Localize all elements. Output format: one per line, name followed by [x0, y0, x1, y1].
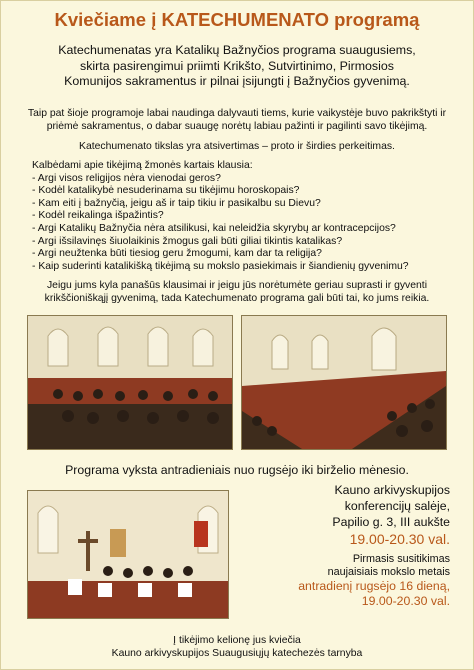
invitation — [20, 635, 454, 660]
location-line: konferencijų salėje, — [344, 499, 450, 513]
page-title: Kviečiame į KATECHUMENATO programą — [54, 9, 420, 30]
question-item: - Kodėl reikalinga išpažintis? — [32, 210, 164, 222]
intro-text — [30, 43, 444, 90]
question-item: - Argi Katalikų Bažnyčia nėra atsilikusi, kai neleidžia skyrybų ar kontracepcijos? — [32, 222, 396, 234]
invitation-organization: Kauno arkivyskupijos Suaugusiųjų katechezės tarnyba — [111, 647, 363, 659]
question-item: - Kodėl katalikybė nesuderinama su tikėjimu horoskopais? — [32, 185, 300, 197]
first-meeting-date: antradienį rugsėjo 16 dieną, — [298, 579, 450, 593]
paragraph-line: priėmė sakramentus, o dabar suaugę norėtų labiau pažinti ir pagilinti savo tikėjimą. — [46, 121, 428, 132]
location-line: Kauno arkivyskupijos — [334, 483, 450, 497]
closing-text — [20, 279, 454, 305]
question-item: - Kaip suderinti katalikišką tikėjimą su mokslo pasiekimais ir šiandienių gyvenimu? — [32, 260, 409, 272]
invitation-line: Į tikėjimo kelionę jus kviečia — [173, 635, 301, 646]
program-schedule: Programa vyksta antradieniais nuo rugsėjo iki birželio mėnesio. — [65, 463, 409, 477]
question-item: - Argi neužtenka būti tiesiog geru žmogumi, kam dar ta religija? — [32, 248, 322, 260]
location-time: 19.00-20.30 val. — [349, 531, 450, 547]
closing-line: krikščioniškąjį gyvenimą, tada Katechumenato programa gali būti tai, ko jums reikia. — [44, 293, 430, 304]
intro-line: Katechumenatas yra Katalikų Bažnyčios programa suaugusiems, — [58, 43, 416, 57]
question-item: - Argi išsilavinęs šiuolaikinis žmogus gali būti giliai tikintis katalikas? — [32, 235, 343, 247]
paragraph-line: Taip pat šioje programoje labai naudinga dalyvauti tiems, kurie vaikystėje buvo pakrikštyti ir — [27, 108, 447, 119]
question-item: - Kam eiti į bažnyčią, jeigu aš ir taip tikiu ir pasikalbu su Dievu? — [32, 197, 321, 209]
closing-line: Jeigu jums kyla panašūs klausimai ir jeigu jūs norėtumėte geriau suprasti ir gyventi — [46, 280, 427, 291]
photo-hall-side — [241, 315, 447, 450]
intro-line: skirta pasirengimui priimti Krikšto, Sutvirtinimo, Pirmosios — [80, 58, 394, 73]
question-intro: Kalbėdami apie tikėjimą žmonės kartais klausia: — [32, 160, 253, 171]
questions-list — [32, 160, 452, 273]
location-address: Papilio g. 3, III aukšte — [332, 515, 450, 529]
paragraph-goal: Katechumenato tikslas yra atsivertimas – proto ir širdies perkeitimas. — [79, 141, 395, 152]
question-item: - Argi visos religijos nėra vienodai geros? — [32, 172, 221, 184]
first-meeting-block — [240, 553, 450, 609]
first-meeting-line: Pirmasis susitikimas — [352, 553, 450, 565]
photo-hall-audience — [27, 315, 233, 450]
photo-meeting-cross — [27, 490, 229, 619]
first-meeting-time: 19.00-20.30 val. — [361, 594, 450, 608]
paragraph-also — [24, 107, 450, 133]
location-block — [240, 482, 450, 548]
intro-line: Komunijos sakramentus ir pilnai įsijungti į Bažnyčios gyvenimą. — [64, 74, 410, 88]
first-meeting-line: naujaisiais mokslo metais — [327, 566, 450, 578]
